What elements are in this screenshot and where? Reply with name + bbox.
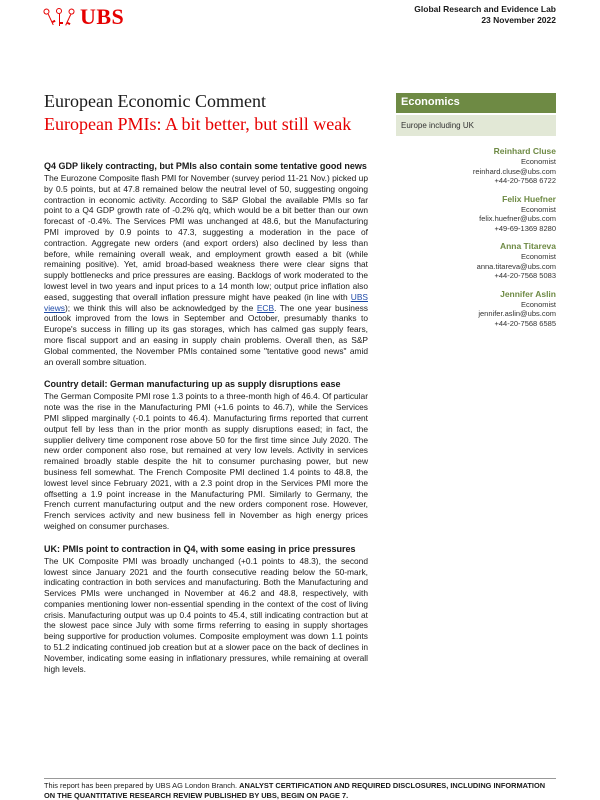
analyst-name: Reinhard Cluse: [493, 146, 556, 156]
document-title: European PMIs: A bit better, but still weak: [44, 114, 352, 134]
ubs-views-link[interactable]: UBS views: [44, 291, 368, 313]
analyst-role: Economist: [520, 157, 556, 166]
paragraph-text: . The one year business outlook improved from the lows in September and October, presumably thanks to Europe's success in filling up its gas storages, which has calmed gas supply fears, more fiscal support and an easing in supply chain problems. Overall then, as S&P Global commented, the November PMIs contained some "tentative good news" amid an overall sombre situation.: [44, 302, 368, 367]
research-unit: Global Research and Evidence Lab: [414, 4, 556, 14]
analyst-name: Jennifer Aslin: [500, 288, 556, 299]
analyst-role: Economist: [520, 204, 556, 214]
report-header: [414, 4, 556, 26]
analyst-phone: +44-20-7568 6722: [494, 176, 556, 185]
article-body: [44, 160, 368, 685]
disclosure-footer: [44, 781, 556, 800]
analyst-card: [396, 146, 556, 186]
logo-text: UBS: [80, 4, 125, 29]
section-heading: UK: PMIs point to contraction in Q4, with some easing in price pressures: [44, 543, 356, 554]
analyst-name: Felix Huefner: [502, 193, 556, 204]
analyst-phone: +44-20-7568 5083: [494, 271, 556, 280]
document-type: European Economic Comment: [44, 91, 266, 111]
analyst-phone: +44-20-7568 6585: [494, 318, 556, 328]
region-label: Europe including UK: [396, 115, 556, 136]
analyst-email[interactable]: felix.huefner@ubs.com: [479, 214, 556, 223]
footer-divider: [44, 778, 556, 779]
three-keys-icon: [44, 6, 74, 28]
section-paragraph: The German Composite PMI rose 1.3 points to a three-month high of 46.4. Of particular note was the rise in the Manufacturing PMI (+1.6 points to 46.7), while the Services PMI slipped marginally (-0.1 points to 46.4). Manufacturing firms reported that current output fell by less than in the prior month as supply disruptions eased; in fact, the supplier delivery time component rose above 50 for the first time since July 2020. The new order component also rose, but remained at very low levels. Activity in services remained broadly stable despite the hit to consumer purchasing power, but new business fell somewhat. The French Composite PMI declined 1.4 points to 48.8, the lowest level since February 2021, with a 2.3 point drop in the Services PMI more the offsetting a 1.9 point increase in the Manufacturing PMI. Similarly to Germany, the French current manufacturing output and the new orders component rose. However, French services activity and new business fell in November as high energy prices weighed on consumer purchases.: [44, 391, 368, 531]
section-paragraph: The UK Composite PMI was broadly unchanged (+0.1 points to 48.3), the second lowest since January 2021 and the fourth consecutive reading below the 50-mark, indicating contraction in both services and manufacturing. Both the Manufacturing and Services PMIs were unchanged in November at 46.2 and 48.8, respectively, with companies mentioning lower non-essential spending in the context of the cost of living crisis. Manufacturing output was up 0.4 points to 45.4, still indicating contraction but at the slowest pace since July with some firms referring to easing in supply shortages being supportive for production volumes. Composite employment was down 1.1 points to 51.2 indicating continued job creation but at a slower pace on the back of declines in November, indicating some easing in inflationary pressures, while remaining at overall high levels.: [44, 555, 368, 674]
section-paragraph: [44, 173, 368, 367]
section-heading: Country detail: German manufacturing up as supply disruptions ease: [44, 379, 341, 390]
analyst-role: Economist: [520, 299, 556, 309]
analyst-email[interactable]: reinhard.cluse@ubs.com: [472, 166, 556, 176]
ubs-logo: [44, 4, 124, 30]
analyst-card: [396, 289, 556, 329]
report-date: 23 November 2022: [481, 15, 556, 25]
analyst-role: Economist: [520, 252, 556, 261]
footer-text: This report has been prepared by UBS AG London Branch.: [44, 781, 240, 790]
sidebar: [396, 93, 556, 336]
analyst-card: [396, 194, 556, 234]
footer-disclosure-notice: ANALYST CERTIFICATION AND REQUIRED DISCLOSURES, INCLUDING INFORMATION ON THE QUANTITATIVE RESEARCH REVIEW PUBLISHED BY UBS, BEGIN ON PAGE 7.: [44, 781, 546, 800]
paragraph-text: ); we think this will also be acknowledged by the: [64, 302, 257, 313]
ecb-link[interactable]: ECB: [256, 302, 275, 313]
category-banner: Economics: [396, 93, 556, 113]
analyst-list: [396, 146, 556, 328]
analyst-card: [396, 241, 556, 281]
analyst-name: Anna Titareva: [499, 241, 556, 251]
paragraph-text: The Eurozone Composite flash PMI for November (survey period 11-21 Nov.) picked up by 0.5 points, but at 47.8 remained below the neutral level of 50, suggesting ongoing contraction in economic activity. According to S&P Global the available PMIs so far point to a Q4 GDP growth rate of -0.2% q/q, which would be a bit better than our own forecast of -0.4%. The Services PMI was unchanged at 48.6, but the Manufacturing PMI improved by 0.9 points to 47.3, suggesting a moderation in the pace of contraction. Aggregate new orders (and export orders) also declined by less than before, while remaining overall weak, and employment growth eased a bit (while remaining positive). Yet, amid broad-based weakness there were clear signs that supply bottlenecks and price pressures are easing. Backlogs of work moderated to the lowest level in two years and input prices to a 14 month low; output price inflation also eased, suggesting that overall inflation pressure might have peaked (in line with: [44, 173, 368, 302]
analyst-email[interactable]: jennifer.aslin@ubs.com: [478, 309, 556, 318]
section-heading: Q4 GDP likely contracting, but PMIs also contain some tentative good news: [44, 161, 367, 171]
analyst-phone: +49-69-1369 8280: [494, 223, 556, 233]
analyst-email[interactable]: anna.titareva@ubs.com: [476, 261, 556, 271]
